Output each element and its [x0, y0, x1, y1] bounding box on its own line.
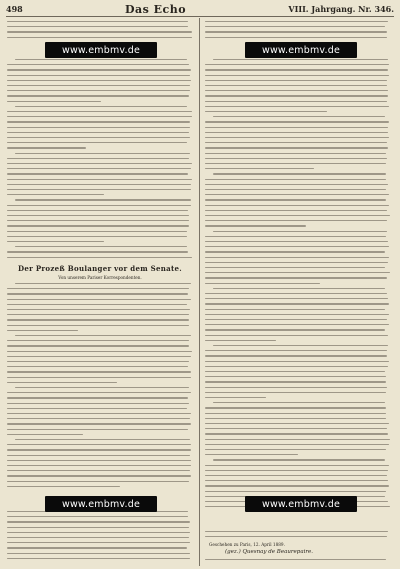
- text-line: [205, 241, 388, 242]
- right-column: [205, 19, 391, 564]
- text-line: [7, 553, 190, 554]
- text-line: [15, 335, 191, 336]
- text-line: [7, 516, 188, 517]
- text-line: [7, 397, 188, 398]
- text-line: [205, 251, 385, 252]
- text-line: [205, 309, 385, 310]
- text-line: [7, 309, 190, 310]
- left-column: [7, 19, 193, 564]
- text-line: [205, 371, 385, 372]
- text-line: [15, 59, 187, 60]
- text-line: [205, 428, 387, 429]
- text-line: [205, 454, 298, 455]
- text-line: [205, 189, 386, 190]
- text-line: [7, 80, 191, 81]
- text-line: [205, 205, 389, 206]
- text-line: [15, 439, 190, 440]
- text-line: [7, 413, 191, 414]
- text-line: [205, 293, 387, 294]
- text-line: [205, 491, 386, 492]
- text-line: [205, 350, 387, 351]
- dateline: Geschehen zu Paris, 12. April 1889.: [209, 542, 285, 547]
- text-line: [7, 215, 189, 216]
- text-line: [205, 407, 386, 408]
- text-line: [205, 366, 388, 367]
- text-line: [7, 236, 187, 237]
- watermark-top-left: www.embmv.de: [45, 42, 157, 58]
- text-line: [7, 137, 190, 138]
- text-line: [205, 26, 385, 27]
- text-line: [7, 351, 192, 352]
- text-line: [205, 31, 387, 32]
- text-line: [205, 340, 276, 341]
- text-line: [7, 366, 188, 367]
- text-line: [7, 486, 120, 487]
- text-line: [7, 449, 191, 450]
- text-line: [7, 132, 189, 133]
- text-line: [205, 168, 314, 169]
- text-line: [7, 377, 191, 378]
- text-line: [205, 559, 386, 560]
- text-line: [205, 80, 387, 81]
- text-line: [7, 31, 192, 32]
- text-line: [15, 106, 187, 107]
- text-line: [205, 101, 387, 102]
- text-line: [7, 127, 190, 128]
- text-line: [205, 215, 390, 216]
- text-line: [205, 111, 327, 112]
- text-line: [205, 470, 388, 471]
- text-line: [205, 324, 389, 325]
- text-line: [205, 64, 389, 65]
- text-line: [7, 26, 188, 27]
- text-line: [205, 220, 387, 221]
- volume-issue: VIII. Jahrgang. Nr. 346.: [288, 4, 394, 14]
- text-line: [205, 179, 386, 180]
- text-line: [205, 392, 386, 393]
- text-line: [7, 408, 187, 409]
- text-line: [213, 459, 385, 460]
- text-line: [7, 168, 191, 169]
- text-line: [205, 262, 388, 263]
- text-line: [205, 69, 388, 70]
- text-line: [205, 236, 386, 237]
- text-line: [7, 547, 187, 548]
- text-line: [7, 69, 191, 70]
- text-line: [205, 95, 388, 96]
- text-line: [205, 319, 387, 320]
- text-line: [213, 288, 385, 289]
- text-line: [7, 314, 189, 315]
- text-line: [7, 465, 191, 466]
- text-line: [205, 531, 388, 532]
- text-line: [205, 418, 386, 419]
- text-line: [15, 246, 187, 247]
- text-line: [213, 116, 385, 117]
- text-line: [7, 527, 189, 528]
- text-line: [205, 153, 386, 154]
- text-line: [7, 179, 192, 180]
- text-line: [205, 267, 385, 268]
- newspaper-title: Das Echo: [124, 2, 187, 16]
- text-line: [205, 397, 266, 398]
- text-line: [7, 85, 190, 86]
- text-line: [205, 480, 388, 481]
- text-line: [7, 225, 189, 226]
- text-line: [7, 521, 190, 522]
- text-line: [7, 251, 188, 252]
- text-line: [205, 21, 388, 22]
- text-line: [205, 335, 388, 336]
- text-line: [205, 121, 389, 122]
- text-line: [205, 475, 387, 476]
- text-line: [205, 439, 390, 440]
- text-line: [205, 298, 388, 299]
- text-line: [7, 205, 191, 206]
- text-line: [205, 137, 389, 138]
- text-line: [7, 111, 192, 112]
- text-line: [7, 361, 189, 362]
- text-line: [7, 75, 190, 76]
- text-line: [7, 194, 104, 195]
- text-line: [7, 382, 117, 383]
- text-line: [7, 121, 190, 122]
- text-line: [7, 325, 189, 326]
- text-line: [205, 423, 389, 424]
- text-line: [7, 475, 191, 476]
- text-line: [7, 304, 187, 305]
- text-line: [205, 329, 385, 330]
- text-line: [7, 532, 190, 533]
- text-line: [7, 455, 190, 456]
- text-line: [205, 277, 387, 278]
- text-line: [7, 403, 189, 404]
- text-line: [7, 189, 191, 190]
- text-line: [205, 184, 388, 185]
- watermark-top-right: www.embmv.de: [245, 42, 357, 58]
- text-line: [7, 173, 188, 174]
- text-line: [7, 330, 78, 331]
- text-line: [205, 85, 387, 86]
- text-line: [205, 303, 389, 304]
- text-line: [7, 345, 189, 346]
- text-line: [15, 283, 191, 284]
- text-line: [205, 413, 386, 414]
- text-line: [205, 75, 389, 76]
- text-line: [213, 59, 388, 60]
- text-line: [213, 402, 385, 403]
- text-line: [7, 37, 192, 38]
- text-line: [205, 158, 387, 159]
- section-heading: Der Prozeß Boulanger vor dem Senate.: [18, 264, 182, 273]
- text-line: [205, 465, 389, 466]
- text-line: [205, 376, 386, 377]
- watermark-bottom-right: www.embmv.de: [245, 496, 357, 512]
- text-line: [205, 194, 389, 195]
- text-line: [7, 220, 189, 221]
- text-line: [7, 371, 191, 372]
- text-line: [205, 536, 387, 537]
- text-line: [205, 355, 387, 356]
- text-line: [7, 116, 192, 117]
- text-line: [7, 147, 86, 148]
- text-line: [205, 272, 390, 273]
- text-line: [7, 340, 189, 341]
- text-line: [7, 95, 189, 96]
- text-line: [7, 481, 189, 482]
- text-line: [7, 537, 189, 538]
- text-line: [7, 392, 191, 393]
- text-line: [7, 231, 187, 232]
- text-line: [7, 21, 188, 22]
- column-divider: [199, 18, 200, 566]
- text-line: [213, 231, 387, 232]
- text-line: [7, 418, 190, 419]
- text-line: [7, 429, 188, 430]
- text-line: [7, 434, 83, 435]
- text-line: [205, 163, 386, 164]
- text-line: [7, 470, 190, 471]
- watermark-bottom-left: www.embmv.de: [45, 496, 157, 512]
- text-line: [7, 299, 191, 300]
- page-header: [6, 2, 394, 17]
- text-line: [205, 314, 389, 315]
- text-line: [213, 345, 388, 346]
- text-line: [205, 381, 386, 382]
- text-line: [205, 90, 388, 91]
- text-line: [15, 387, 189, 388]
- text-line: [7, 257, 192, 258]
- text-line: [205, 37, 387, 38]
- text-line: [205, 444, 389, 445]
- text-line: [7, 423, 191, 424]
- text-line: [7, 64, 189, 65]
- text-line: [7, 558, 190, 559]
- page-number: 498: [6, 4, 23, 14]
- text-line: [205, 147, 388, 148]
- text-line: [205, 199, 386, 200]
- text-line: [205, 387, 387, 388]
- text-line: [7, 319, 189, 320]
- text-line: [205, 433, 388, 434]
- text-line: [7, 288, 189, 289]
- text-line: [7, 163, 192, 164]
- section-subheading: Von unserem Pariser Korrespondenten.: [58, 275, 142, 280]
- text-line: [205, 132, 388, 133]
- text-line: [7, 241, 104, 242]
- text-line: [15, 153, 190, 154]
- text-line: [205, 449, 386, 450]
- text-line: [7, 542, 190, 543]
- text-line: [205, 142, 387, 143]
- text-line: [7, 158, 189, 159]
- text-line: [7, 184, 191, 185]
- text-line: [205, 106, 389, 107]
- signature-line: (gez.) Quesnay de Beaurepaire.: [225, 549, 313, 555]
- text-line: [7, 90, 190, 91]
- text-line: [205, 127, 388, 128]
- text-line: [7, 293, 188, 294]
- text-line: [205, 210, 387, 211]
- text-line: [7, 101, 101, 102]
- text-line: [7, 210, 188, 211]
- text-line: [7, 444, 191, 445]
- text-line: [205, 225, 306, 226]
- text-line: [7, 460, 191, 461]
- text-line: [15, 199, 191, 200]
- text-line: [205, 257, 389, 258]
- text-line: [7, 356, 191, 357]
- text-line: [205, 246, 389, 247]
- text-line: [205, 283, 320, 284]
- text-line: [205, 485, 389, 486]
- text-line: [213, 173, 386, 174]
- text-line: [205, 361, 389, 362]
- text-line: [7, 142, 187, 143]
